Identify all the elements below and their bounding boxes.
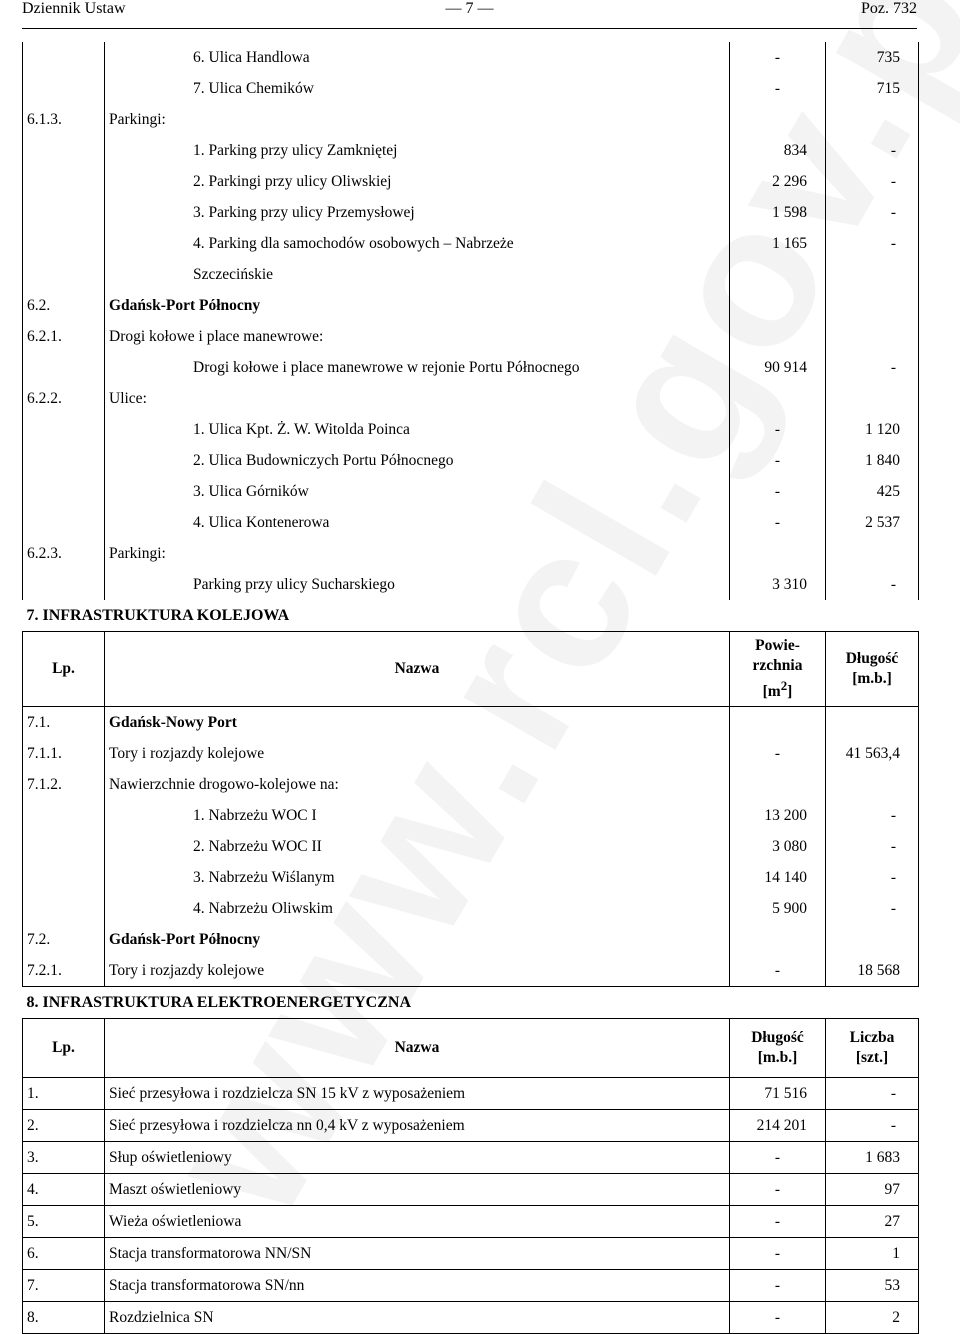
row-lp xyxy=(23,862,105,893)
row-name: Słup oświetleniowy xyxy=(105,1142,730,1174)
table-row xyxy=(23,1142,919,1174)
row-value-a: 834 xyxy=(730,135,826,166)
row-name: Wieża oświetleniowa xyxy=(105,1206,730,1238)
row-value-b xyxy=(826,924,919,955)
row-value-a: - xyxy=(730,507,826,538)
row-name: Szczecińskie xyxy=(105,259,730,290)
row-value-b xyxy=(826,321,919,352)
row-name: Rozdzielnica SN xyxy=(105,1302,730,1334)
row-value-a xyxy=(730,383,826,414)
table-row xyxy=(23,800,919,831)
row-name: 1. Nabrzeżu WOC I xyxy=(105,800,730,831)
row-value-b: - xyxy=(826,893,919,924)
table-row xyxy=(23,352,919,383)
row-value-b: 97 xyxy=(826,1174,919,1206)
row-value-b: 2 xyxy=(826,1302,919,1334)
table-row xyxy=(23,507,919,538)
table-row xyxy=(23,1078,919,1110)
table-row xyxy=(23,197,919,228)
row-name: Ulice: xyxy=(105,383,730,414)
row-name: Gdańsk-Port Północny xyxy=(105,924,730,955)
row-lp xyxy=(23,800,105,831)
table-row xyxy=(23,738,919,769)
row-name: Parkingi: xyxy=(105,538,730,569)
row-name: 2. Nabrzeżu WOC II xyxy=(105,831,730,862)
row-lp xyxy=(23,831,105,862)
row-value-b: - xyxy=(826,166,919,197)
row-value-b xyxy=(826,538,919,569)
row-name: Stacja transformatorowa NN/SN xyxy=(105,1238,730,1270)
page-header xyxy=(22,0,917,29)
row-name: Parking przy ulicy Sucharskiego xyxy=(105,569,730,600)
row-lp: 7.2.1. xyxy=(23,955,105,987)
table-row xyxy=(23,569,919,600)
row-lp: 7. xyxy=(23,1270,105,1302)
table-row xyxy=(23,538,919,569)
row-value-a xyxy=(730,259,826,290)
table-row xyxy=(23,955,919,987)
table-row xyxy=(23,1174,919,1206)
row-value-b xyxy=(826,290,919,321)
row-value-a: - xyxy=(730,445,826,476)
row-value-b: - xyxy=(826,135,919,166)
table-row xyxy=(23,73,919,104)
journal-title: Dziennik Ustaw xyxy=(22,0,126,17)
row-name: 4. Ulica Kontenerowa xyxy=(105,507,730,538)
header-length: Długość [m.b.] xyxy=(730,1019,826,1078)
row-lp: 7.1.1. xyxy=(23,738,105,769)
row-value-b: - xyxy=(826,197,919,228)
section-7-header xyxy=(23,632,919,707)
row-value-b: 41 563,4 xyxy=(826,738,919,769)
header-length: Długość [m.b.] xyxy=(826,632,919,707)
row-value-a: - xyxy=(730,1270,826,1302)
infrastructure-table xyxy=(22,42,919,1334)
row-name: Sieć przesyłowa i rozdzielcza nn 0,4 kV z wyposażeniem xyxy=(105,1110,730,1142)
table-row xyxy=(23,290,919,321)
row-lp xyxy=(23,166,105,197)
row-value-b xyxy=(826,259,919,290)
row-value-b xyxy=(826,104,919,135)
table-row xyxy=(23,383,919,414)
table-row xyxy=(23,1110,919,1142)
row-lp xyxy=(23,476,105,507)
header-lp: Lp. xyxy=(23,632,105,707)
section-8-header xyxy=(23,1019,919,1078)
row-value-a: - xyxy=(730,1174,826,1206)
row-value-b: 735 xyxy=(826,42,919,73)
table-row xyxy=(23,707,919,739)
section-7-title: 7. INFRASTRUKTURA KOLEJOWA xyxy=(26,606,290,624)
row-name: 7. Ulica Chemików xyxy=(105,73,730,104)
row-lp: 4. xyxy=(23,1174,105,1206)
row-lp: 2. xyxy=(23,1110,105,1142)
row-value-a: - xyxy=(730,414,826,445)
row-name: 3. Ulica Górników xyxy=(105,476,730,507)
row-lp xyxy=(23,42,105,73)
row-value-a: 90 914 xyxy=(730,352,826,383)
header-name: Nazwa xyxy=(105,1019,730,1078)
row-value-a xyxy=(730,924,826,955)
row-value-a: 3 080 xyxy=(730,831,826,862)
row-value-a: - xyxy=(730,1142,826,1174)
row-lp: 3. xyxy=(23,1142,105,1174)
row-value-b: - xyxy=(826,862,919,893)
table-row xyxy=(23,104,919,135)
row-value-b xyxy=(826,707,919,739)
row-lp: 6.2. xyxy=(23,290,105,321)
table-row xyxy=(23,476,919,507)
row-name: Tory i rozjazdy kolejowe xyxy=(105,955,730,987)
row-value-a: 71 516 xyxy=(730,1078,826,1110)
row-value-a: - xyxy=(730,476,826,507)
row-lp xyxy=(23,445,105,476)
row-value-a: - xyxy=(730,1302,826,1334)
row-name: 3. Parking przy ulicy Przemysłowej xyxy=(105,197,730,228)
row-value-a xyxy=(730,769,826,800)
row-value-a xyxy=(730,321,826,352)
row-lp: 7.1.2. xyxy=(23,769,105,800)
row-value-b: 18 568 xyxy=(826,955,919,987)
row-name: Tory i rozjazdy kolejowe xyxy=(105,738,730,769)
row-value-a xyxy=(730,538,826,569)
row-value-a: - xyxy=(730,1206,826,1238)
row-value-b: 1 840 xyxy=(826,445,919,476)
row-name: 2. Parkingi przy ulicy Oliwskiej xyxy=(105,166,730,197)
row-lp: 8. xyxy=(23,1302,105,1334)
row-value-a: - xyxy=(730,1238,826,1270)
row-value-a: - xyxy=(730,42,826,73)
row-value-b: 1 683 xyxy=(826,1142,919,1174)
row-value-b: 1 120 xyxy=(826,414,919,445)
row-name: 6. Ulica Handlowa xyxy=(105,42,730,73)
row-value-a: - xyxy=(730,738,826,769)
row-name: Gdańsk-Nowy Port xyxy=(105,707,730,739)
row-lp xyxy=(23,135,105,166)
row-name: Parkingi: xyxy=(105,104,730,135)
row-lp xyxy=(23,569,105,600)
row-value-a: 13 200 xyxy=(730,800,826,831)
row-lp: 6.2.2. xyxy=(23,383,105,414)
position-number: Poz. 732 xyxy=(861,0,917,17)
row-name: 2. Ulica Budowniczych Portu Północnego xyxy=(105,445,730,476)
row-lp xyxy=(23,259,105,290)
row-value-a: - xyxy=(730,73,826,104)
row-value-a: 1 598 xyxy=(730,197,826,228)
row-lp xyxy=(23,197,105,228)
table-row xyxy=(23,1270,919,1302)
row-value-a xyxy=(730,290,826,321)
document-body xyxy=(22,42,918,1334)
row-value-b: - xyxy=(826,1110,919,1142)
row-value-a xyxy=(730,707,826,739)
row-lp: 7.2. xyxy=(23,924,105,955)
row-value-b xyxy=(826,383,919,414)
row-value-b: 2 537 xyxy=(826,507,919,538)
row-value-b xyxy=(826,769,919,800)
row-value-a: 214 201 xyxy=(730,1110,826,1142)
row-lp: 6.1.3. xyxy=(23,104,105,135)
row-value-a: - xyxy=(730,955,826,987)
row-lp xyxy=(23,228,105,259)
row-value-b: 715 xyxy=(826,73,919,104)
row-value-a: 3 310 xyxy=(730,569,826,600)
table-row xyxy=(23,893,919,924)
row-name: Nawierzchnie drogowo-kolejowe na: xyxy=(105,769,730,800)
row-name: Maszt oświetleniowy xyxy=(105,1174,730,1206)
row-value-b: - xyxy=(826,800,919,831)
table-row xyxy=(23,228,919,259)
row-name: 3. Nabrzeżu Wiślanym xyxy=(105,862,730,893)
row-lp: 6.2.1. xyxy=(23,321,105,352)
table-row xyxy=(23,42,919,73)
table-row xyxy=(23,135,919,166)
row-name: 4. Parking dla samochodów osobowych – Nabrzeże xyxy=(105,228,730,259)
page-number: — 7 — xyxy=(445,0,494,17)
row-lp: 7.1. xyxy=(23,707,105,739)
table-row xyxy=(23,1238,919,1270)
table-row xyxy=(23,769,919,800)
table-row xyxy=(23,924,919,955)
row-value-a: 5 900 xyxy=(730,893,826,924)
row-value-b: - xyxy=(826,831,919,862)
header-area: Powie- rzchnia $[m^2]$ xyxy=(730,632,826,707)
row-name: Stacja transformatorowa SN/nn xyxy=(105,1270,730,1302)
row-value-b: - xyxy=(826,352,919,383)
row-value-a: 2 296 xyxy=(730,166,826,197)
row-lp xyxy=(23,73,105,104)
row-lp xyxy=(23,507,105,538)
header-lp: Lp. xyxy=(23,1019,105,1078)
row-name: 1. Ulica Kpt. Ż. W. Witolda Poinca xyxy=(105,414,730,445)
header-count: Liczba [szt.] xyxy=(826,1019,919,1078)
row-lp xyxy=(23,352,105,383)
row-lp: 6.2.3. xyxy=(23,538,105,569)
table-row xyxy=(23,414,919,445)
row-value-a: 14 140 xyxy=(730,862,826,893)
table-row xyxy=(23,862,919,893)
table-row xyxy=(23,831,919,862)
row-value-b: - xyxy=(826,1078,919,1110)
table-row xyxy=(23,445,919,476)
row-name: Drogi kołowe i place manewrowe: xyxy=(105,321,730,352)
table-row xyxy=(23,1206,919,1238)
row-lp xyxy=(23,414,105,445)
row-lp xyxy=(23,893,105,924)
row-value-b: 425 xyxy=(826,476,919,507)
table-row xyxy=(23,166,919,197)
row-value-b: - xyxy=(826,569,919,600)
section-8-title: 8. INFRASTRUKTURA ELEKTROENERGETYCZNA xyxy=(23,987,919,1019)
row-name: Gdańsk-Port Północny xyxy=(105,290,730,321)
row-value-b: 27 xyxy=(826,1206,919,1238)
row-value-a xyxy=(730,104,826,135)
row-value-b: 1 xyxy=(826,1238,919,1270)
table-row xyxy=(23,259,919,290)
row-value-a: 1 165 xyxy=(730,228,826,259)
row-lp: 1. xyxy=(23,1078,105,1110)
row-value-b: 53 xyxy=(826,1270,919,1302)
row-value-b: - xyxy=(826,228,919,259)
row-lp: 6. xyxy=(23,1238,105,1270)
row-name: 4. Nabrzeżu Oliwskim xyxy=(105,893,730,924)
row-name: 1. Parking przy ulicy Zamkniętej xyxy=(105,135,730,166)
row-name: Sieć przesyłowa i rozdzielcza SN 15 kV z wyposażeniem xyxy=(105,1078,730,1110)
table-row xyxy=(23,321,919,352)
header-name: Nazwa xyxy=(105,632,730,707)
row-name: Drogi kołowe i place manewrowe w rejonie Portu Północnego xyxy=(105,352,730,383)
row-lp: 5. xyxy=(23,1206,105,1238)
